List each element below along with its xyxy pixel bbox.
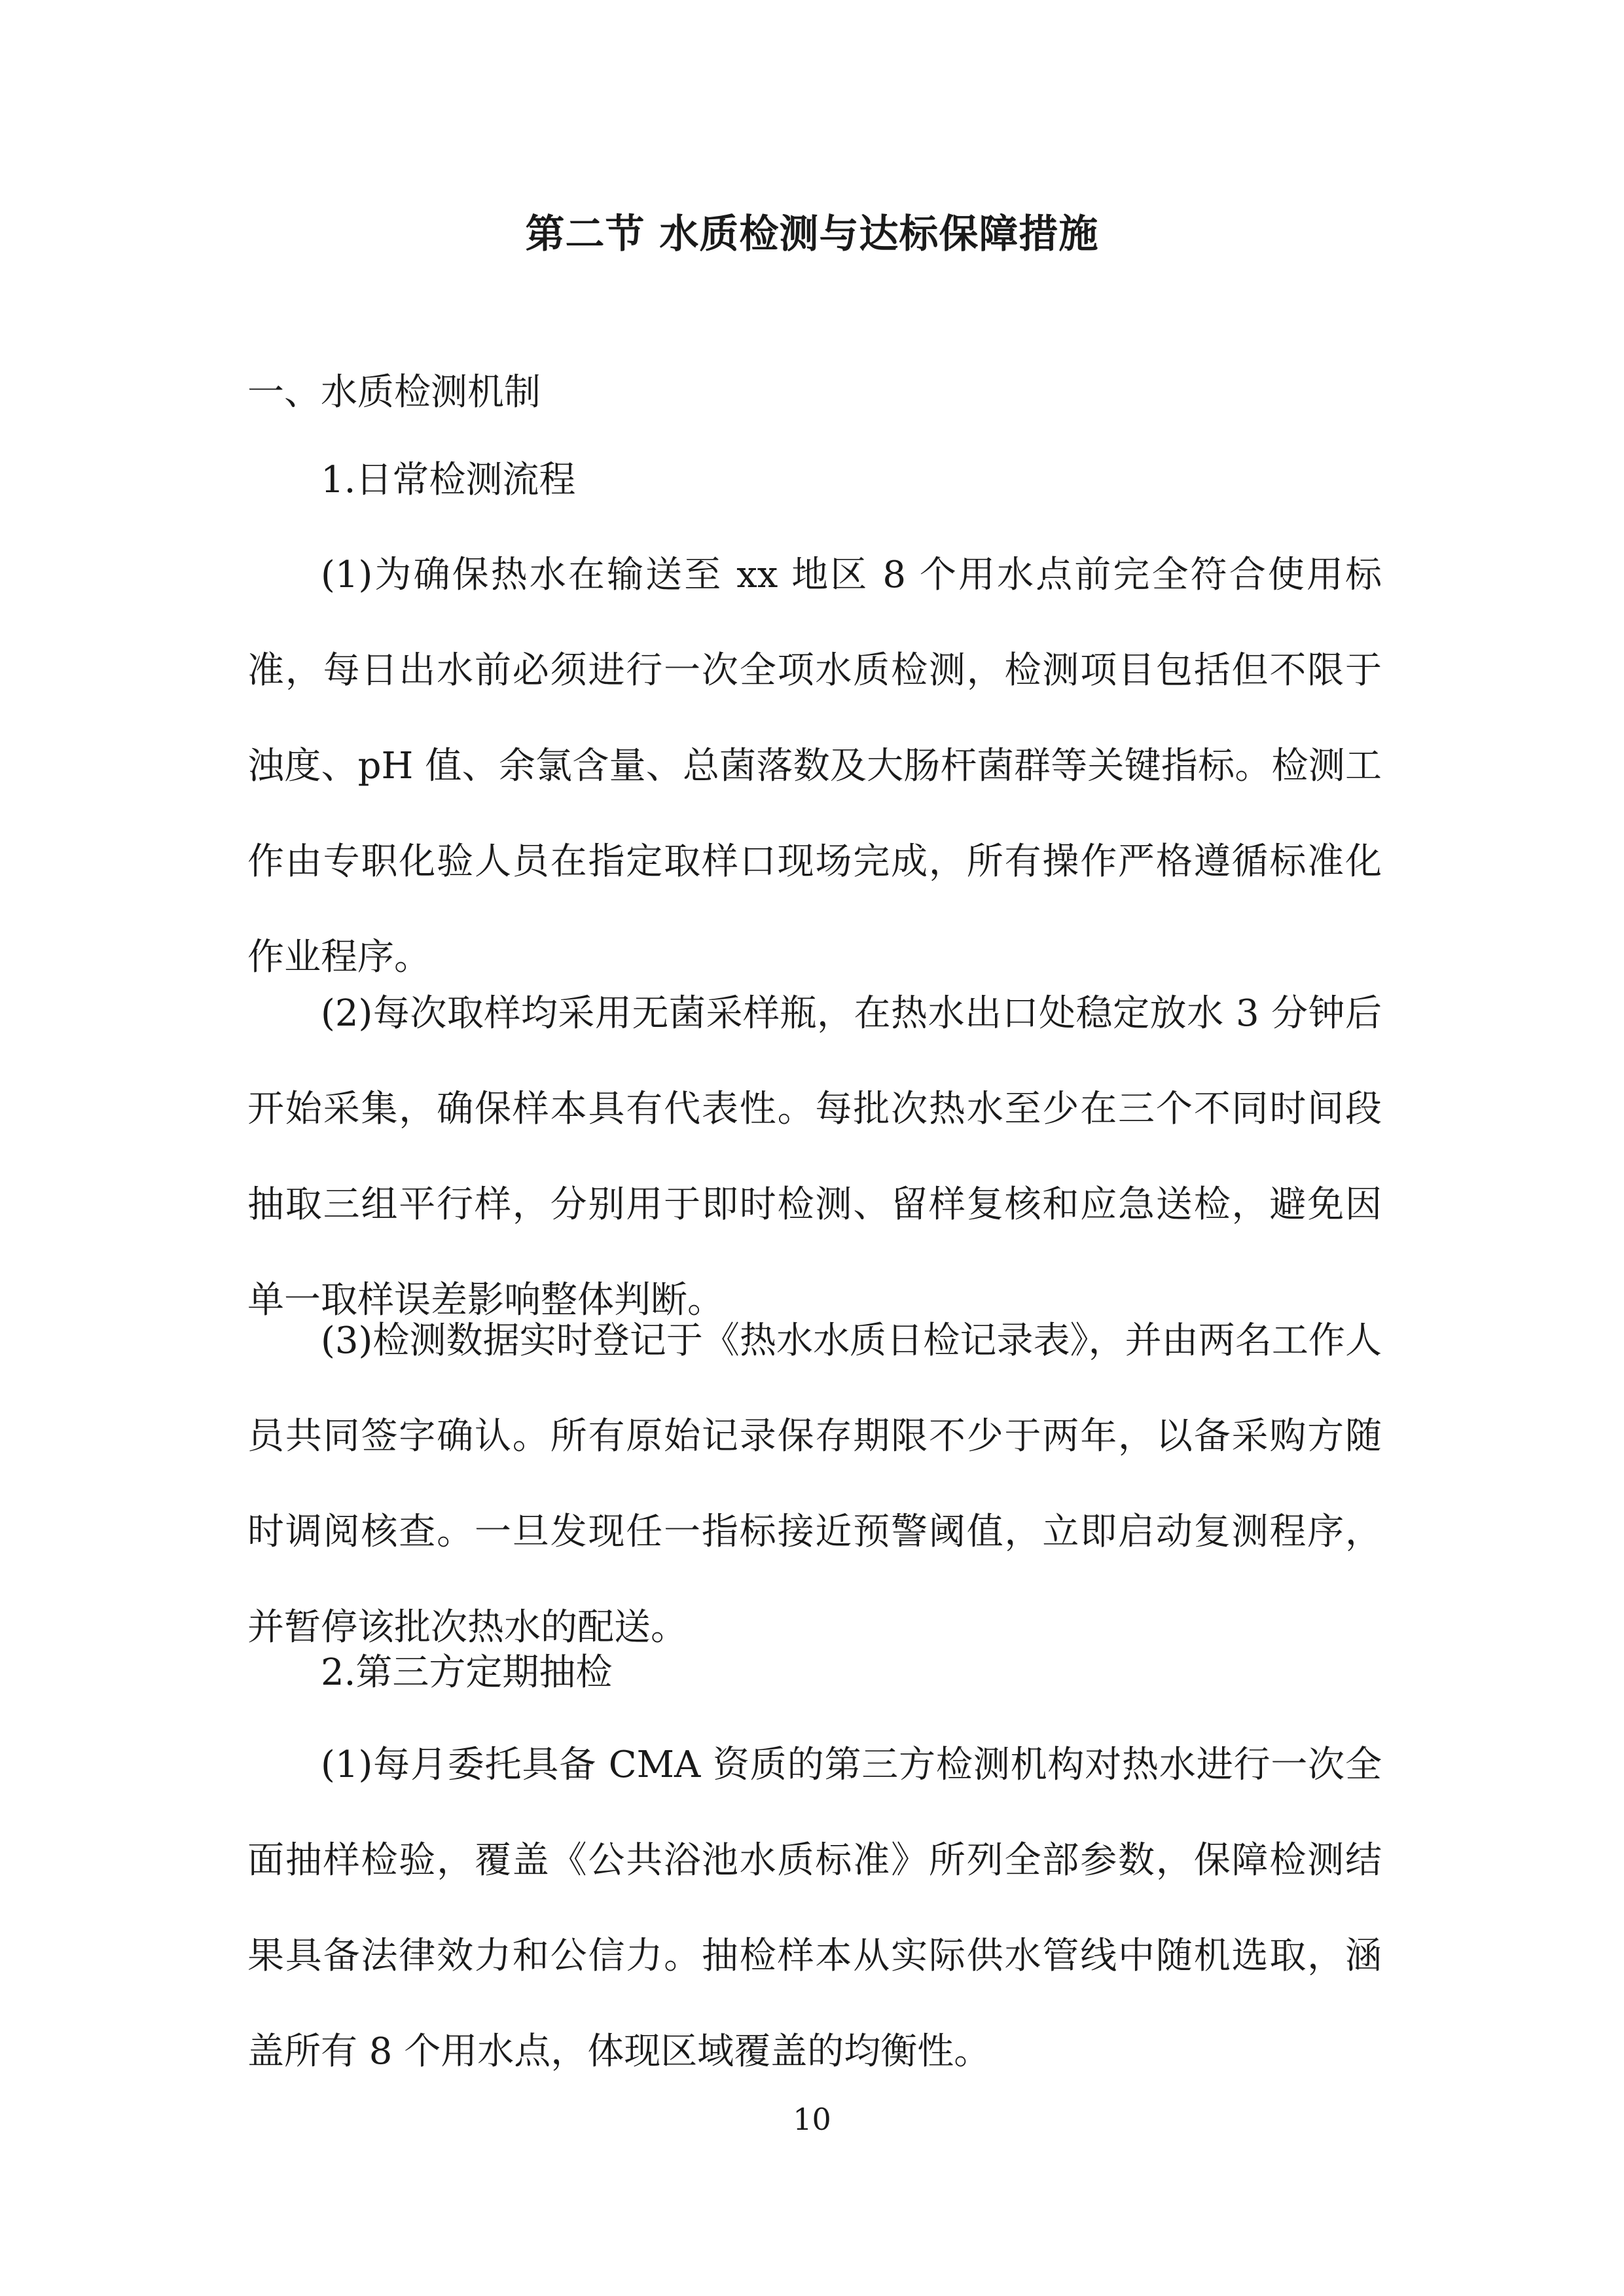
page-title: 第二节 水质检测与达标保障措施 [525,211,1099,257]
paragraph-third-party-1: (1)每月委托具备 CMA 资质的第三方检测机构对热水进行一次全面抽样检验，覆盖《公共浴池水质标准》所列全部参数，保障检测结果具备法律效力和公信力。抽检样本从实际供水管线中随机选取，涵盖所有 8 个用水点，体现区域覆盖的均衡性。 [247,1744,1382,2073]
paragraph-daily-testing-2: (2)每次取样均采用无菌采样瓶，在热水出口处稳定放水 3 分钟后开始采集，确保样本具有代表性。每批次热水至少在三个不同时间段抽取三组平行样，分别用于即时检测、留样复核和应急送检，避免因单一取样误差影响整体判断。 [247,992,1382,1321]
paragraph-daily-testing-1: (1)为确保热水在输送至 xx 地区 8 个用水点前完全符合使用标准，每日出水前必须进行一次全项水质检测，检测项目包括但不限于浊度、pH 值、余氯含量、总菌落数及大肠杆菌群等关键指标。检测工作由专职化验人员在指定取样口现场完成，所有操作严格遵循标准化作业程序。 [247,554,1382,978]
page-number: 10 [793,2102,831,2137]
section-heading: 一、水质检测机制 [247,371,541,414]
paragraph-daily-testing-3: (3)检测数据实时登记于《热水水质日检记录表》，并由两名工作人员共同签字确认。所有原始记录保存期限不少于两年，以备采购方随时调阅核查。一旦发现任一指标接近预警阈值，立即启动复测程序，并暂停该批次热水的配送。 [247,1319,1382,1649]
subsection-heading-third-party: 2.第三方定期抽检 [321,1651,613,1694]
subsection-heading-daily-testing: 1.日常检测流程 [321,459,576,501]
